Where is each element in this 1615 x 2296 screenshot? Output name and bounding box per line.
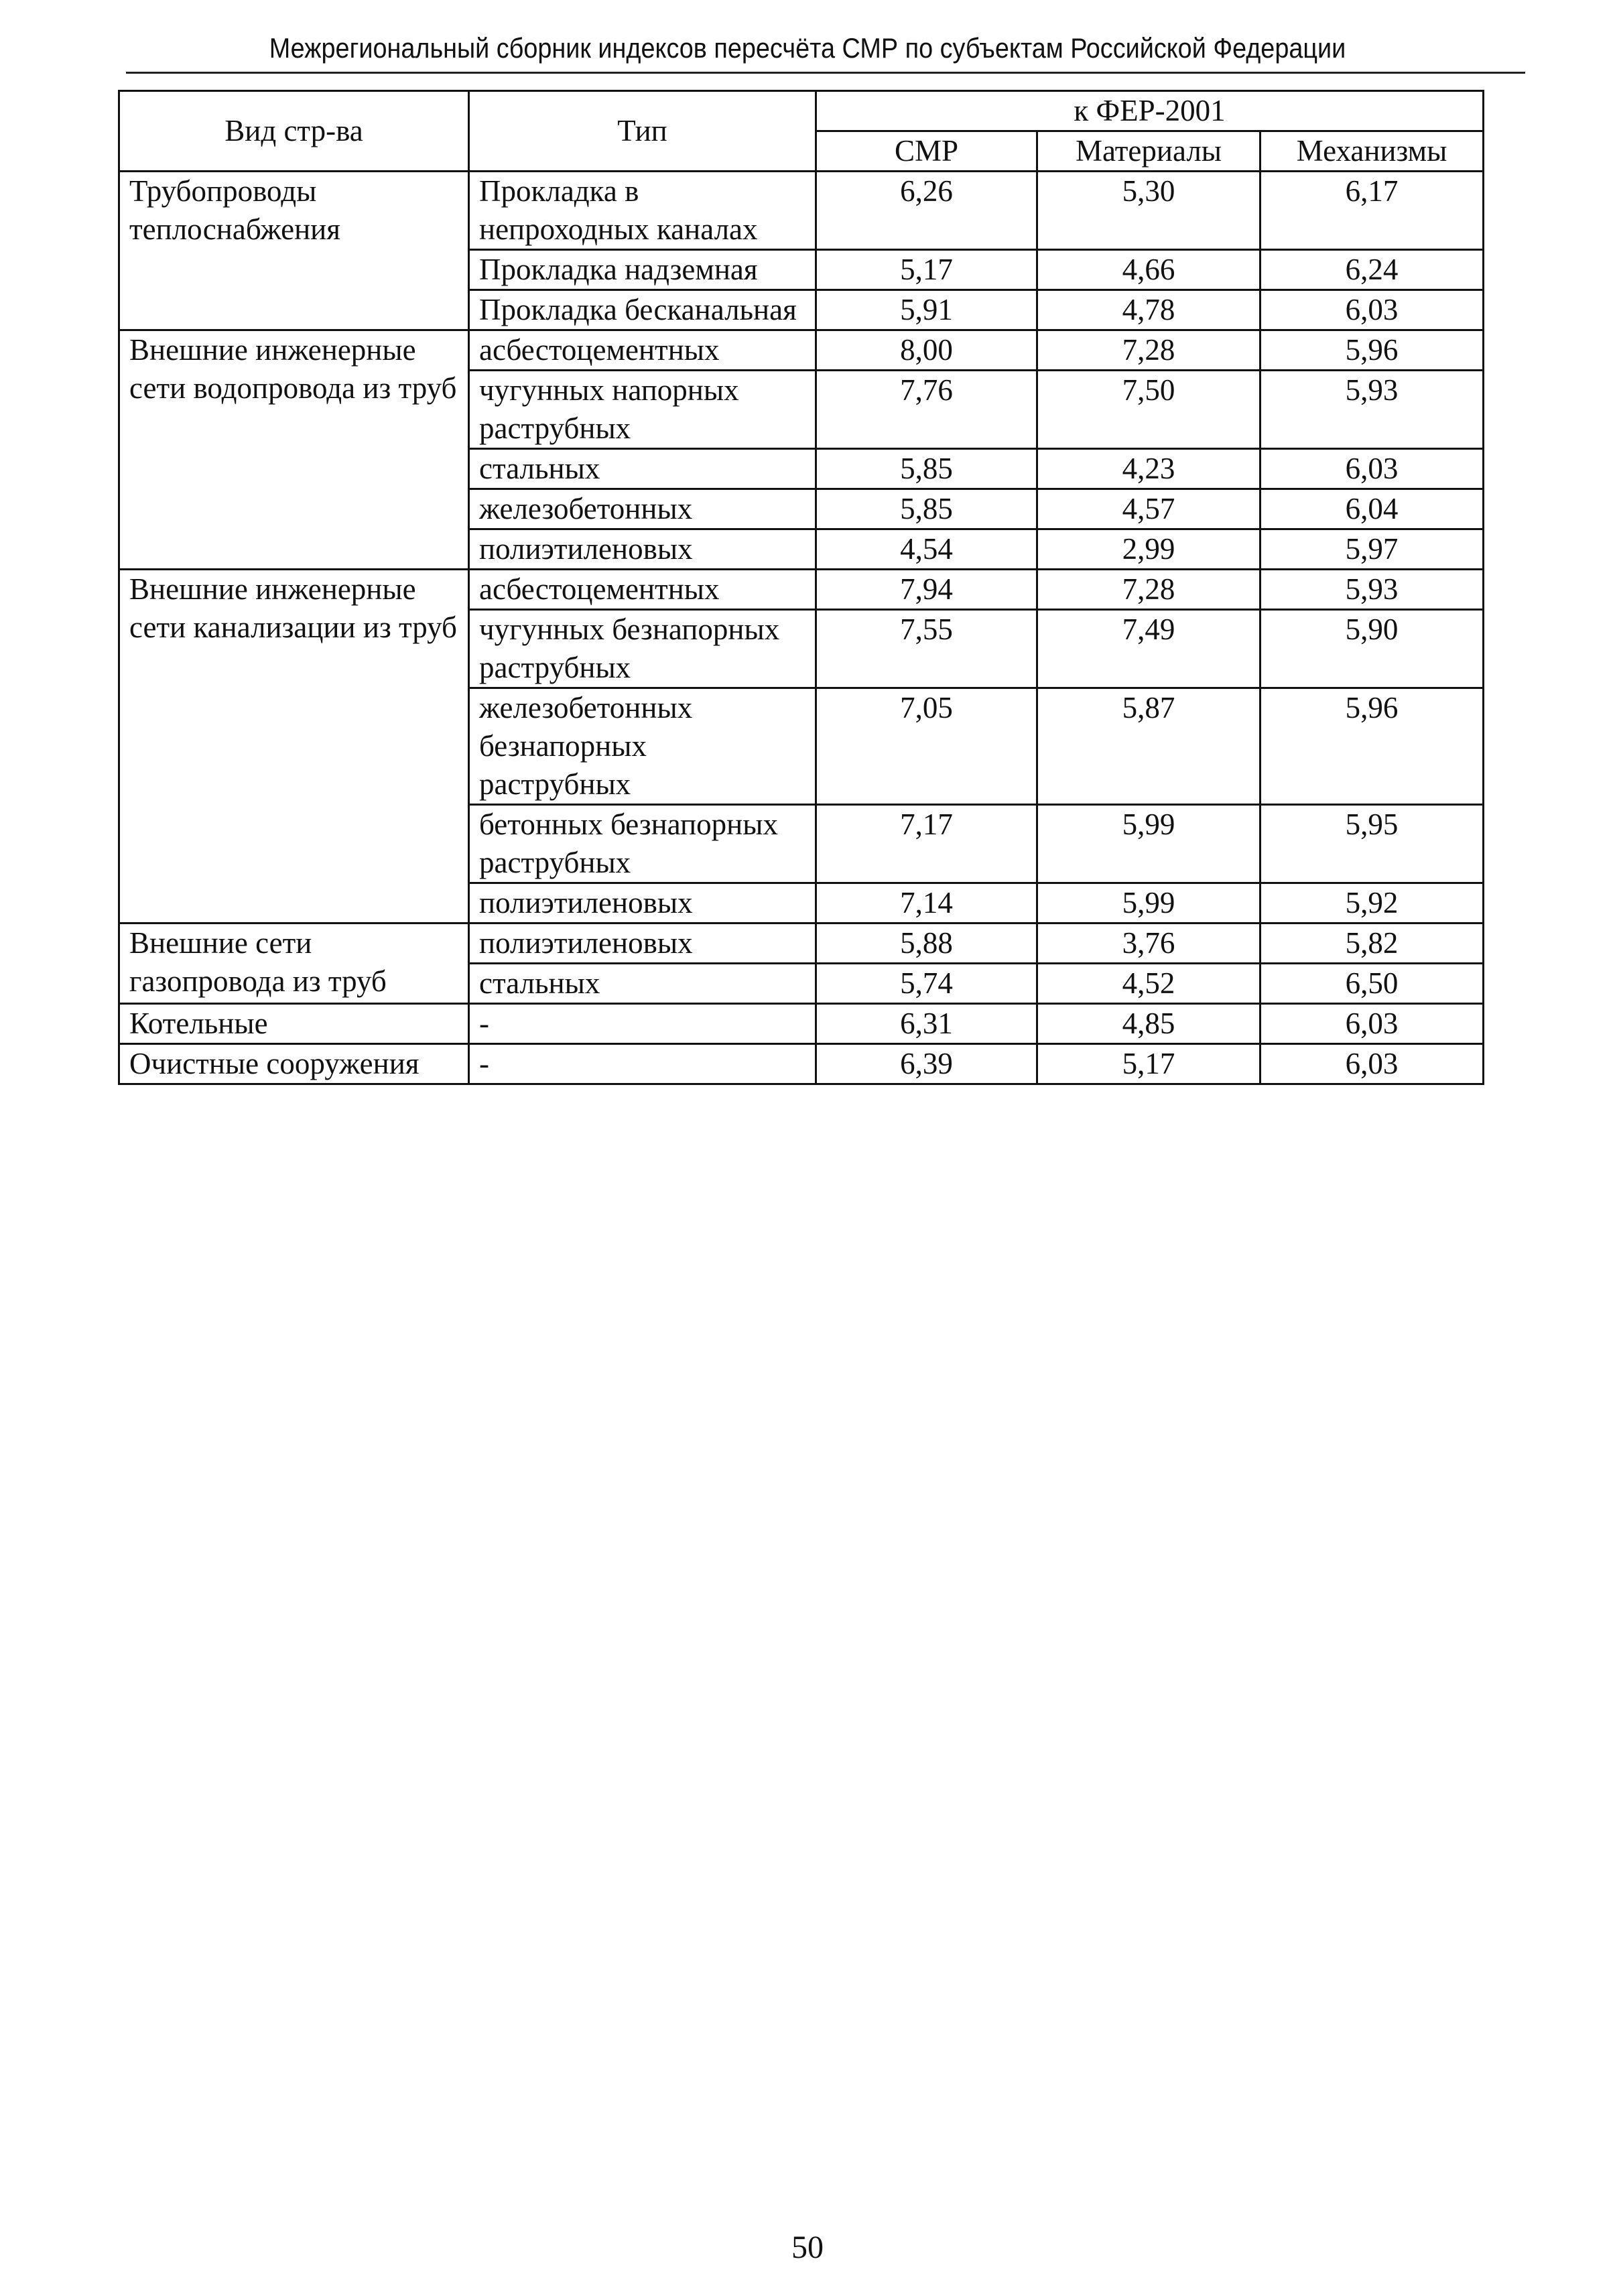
table-row: [119, 923, 1484, 964]
section-label: Внешние инженерные сети канализации из труб: [119, 570, 469, 923]
header-rule: [126, 72, 1525, 74]
value-smr: 7,94: [816, 570, 1037, 610]
value-mechanisms: 6,03: [1261, 1044, 1484, 1084]
table-row: [119, 1044, 1484, 1084]
value-mechanisms: 5,96: [1261, 330, 1484, 371]
value-materials: 5,17: [1037, 1044, 1261, 1084]
row-type: бетонных безнапорных раструбных: [469, 805, 816, 883]
col-header-smr: СМР: [816, 131, 1037, 172]
page-number: 50: [791, 2230, 824, 2265]
value-mechanisms: 6,03: [1261, 1004, 1484, 1044]
value-smr: 7,55: [816, 610, 1037, 688]
value-materials: 4,66: [1037, 250, 1261, 290]
section-label: Трубопроводы теплоснабжения: [119, 172, 469, 330]
row-type: Прокладка в непроходных каналах: [469, 172, 816, 250]
row-type: железобетонных: [469, 489, 816, 529]
value-mechanisms: 5,93: [1261, 570, 1484, 610]
value-mechanisms: 6,04: [1261, 489, 1484, 529]
value-materials: 5,30: [1037, 172, 1261, 250]
col-header-mechanisms: Механизмы: [1261, 131, 1484, 172]
row-type: полиэтиленовых: [469, 529, 816, 570]
value-mechanisms: 5,95: [1261, 805, 1484, 883]
value-materials: 4,52: [1037, 964, 1261, 1004]
value-mechanisms: 6,24: [1261, 250, 1484, 290]
value-mechanisms: 6,50: [1261, 964, 1484, 1004]
value-smr: 7,17: [816, 805, 1037, 883]
row-type: полиэтиленовых: [469, 923, 816, 964]
value-smr: 4,54: [816, 529, 1037, 570]
value-materials: 7,49: [1037, 610, 1261, 688]
value-materials: 3,76: [1037, 923, 1261, 964]
row-type: Прокладка надземная: [469, 250, 816, 290]
header-row-top: [119, 91, 1484, 131]
value-mechanisms: 6,03: [1261, 449, 1484, 489]
table-row: [119, 172, 1484, 250]
row-type: чугунных напорных раструбных: [469, 371, 816, 449]
value-mechanisms: 5,93: [1261, 371, 1484, 449]
value-smr: 5,74: [816, 964, 1037, 1004]
value-mechanisms: 5,90: [1261, 610, 1484, 688]
value-smr: 5,17: [816, 250, 1037, 290]
row-type: асбестоцементных: [469, 330, 816, 371]
value-materials: 4,85: [1037, 1004, 1261, 1044]
value-mechanisms: 5,96: [1261, 688, 1484, 805]
value-smr: 7,76: [816, 371, 1037, 449]
row-type: полиэтиленовых: [469, 883, 816, 923]
value-mechanisms: 5,97: [1261, 529, 1484, 570]
col-group-header: к ФЕР-2001: [816, 91, 1484, 131]
value-mechanisms: 6,03: [1261, 290, 1484, 330]
col-header-tip: Тип: [469, 91, 816, 172]
section-label: Котельные: [119, 1004, 469, 1044]
value-smr: 7,14: [816, 883, 1037, 923]
table-row: [119, 570, 1484, 610]
value-mechanisms: 6,17: [1261, 172, 1484, 250]
value-materials: 4,57: [1037, 489, 1261, 529]
col-header-vid: Вид стр-ва: [119, 91, 469, 172]
row-type: -: [469, 1004, 816, 1044]
value-smr: 5,91: [816, 290, 1037, 330]
table-row: [119, 1004, 1484, 1044]
section-label: Внешние сети газопровода из труб: [119, 923, 469, 1004]
value-smr: 6,39: [816, 1044, 1037, 1084]
value-materials: 4,23: [1037, 449, 1261, 489]
value-smr: 6,31: [816, 1004, 1037, 1044]
index-table: [118, 90, 1484, 1085]
row-type: -: [469, 1044, 816, 1084]
value-smr: 7,05: [816, 688, 1037, 805]
value-smr: 5,88: [816, 923, 1037, 964]
row-type: железобетонных безнапорных раструбных: [469, 688, 816, 805]
value-smr: 5,85: [816, 449, 1037, 489]
row-type: чугунных безнапорных раструбных: [469, 610, 816, 688]
value-smr: 8,00: [816, 330, 1037, 371]
row-type: асбестоцементных: [469, 570, 816, 610]
value-materials: 7,28: [1037, 570, 1261, 610]
row-type: стальных: [469, 964, 816, 1004]
value-mechanisms: 5,92: [1261, 883, 1484, 923]
table-row: [119, 330, 1484, 371]
value-materials: 4,78: [1037, 290, 1261, 330]
section-label: Внешние инженерные сети водопровода из труб: [119, 330, 469, 570]
value-mechanisms: 5,82: [1261, 923, 1484, 964]
value-materials: 5,99: [1037, 883, 1261, 923]
page-header-title: Межрегиональный сборник индексов пересчёта СМР по субъектам Российской Федерации: [269, 32, 1346, 64]
value-materials: 2,99: [1037, 529, 1261, 570]
value-smr: 6,26: [816, 172, 1037, 250]
row-type: стальных: [469, 449, 816, 489]
row-type: Прокладка бесканальная: [469, 290, 816, 330]
value-smr: 5,85: [816, 489, 1037, 529]
value-materials: 7,50: [1037, 371, 1261, 449]
value-materials: 7,28: [1037, 330, 1261, 371]
value-materials: 5,99: [1037, 805, 1261, 883]
value-materials: 5,87: [1037, 688, 1261, 805]
col-header-materials: Материалы: [1037, 131, 1261, 172]
section-label: Очистные сооружения: [119, 1044, 469, 1084]
